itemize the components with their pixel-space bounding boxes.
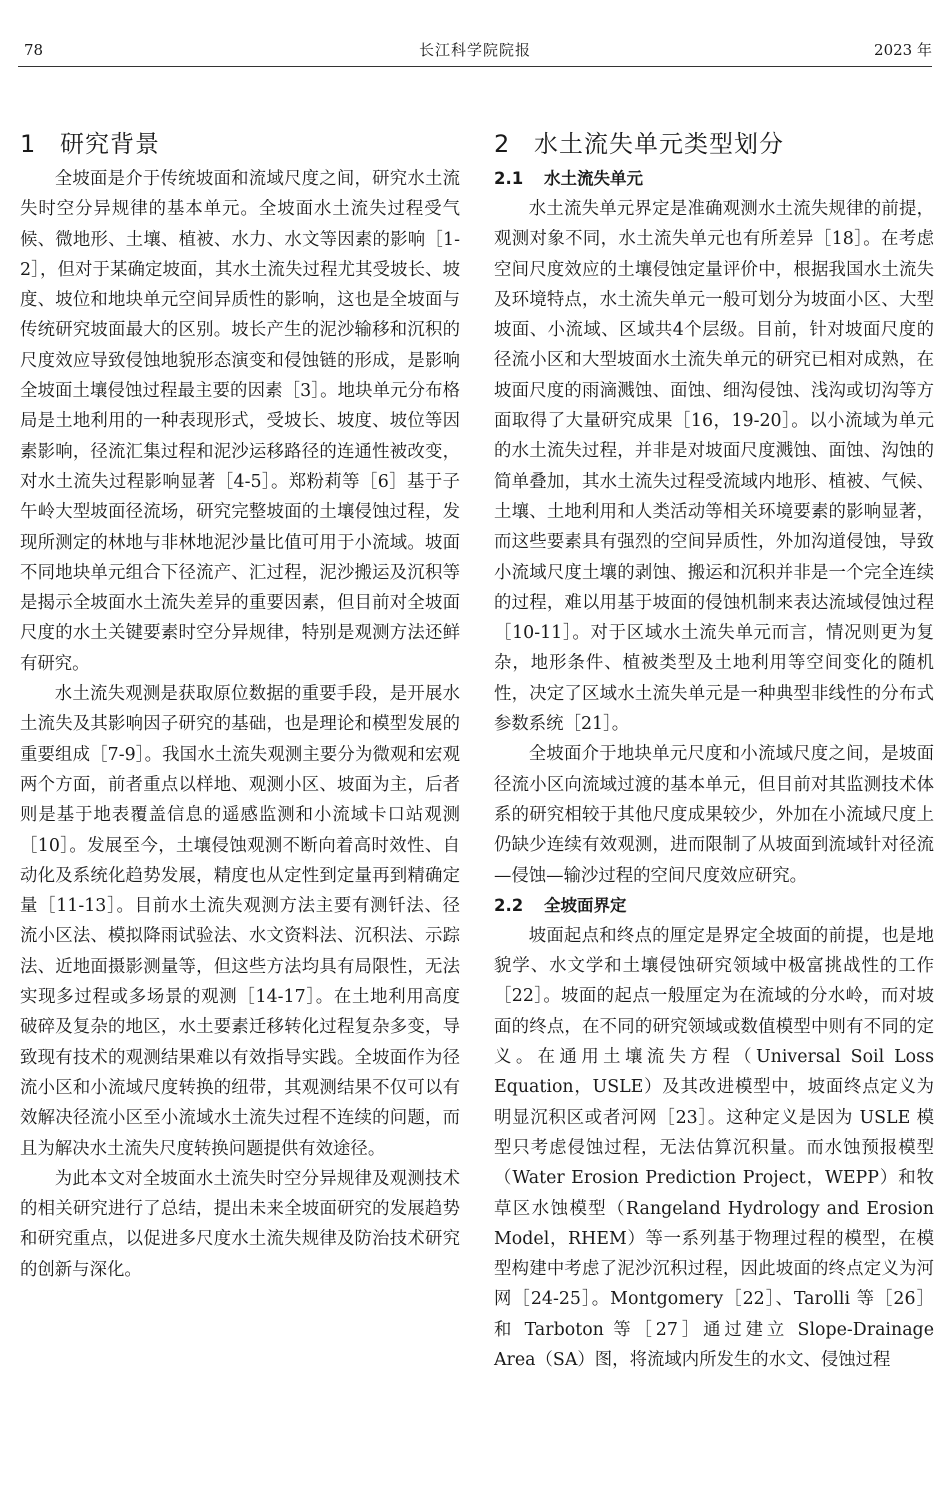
paragraph: 水土流失观测是获取原位数据的重要手段，是开展水土流失及其影响因子研究的基础，也是理论和模型发展的重要组成［7-9］。我国水土流失观测主要分为微观和宏观两个方面，前者重点以样地、观测小区、坡面为主，后者则是基于地表覆盖信息的遥感监测和小流域卡口站观测［10］。发展至今，土壤侵蚀观测不断向着高时效性、自动化及系统化趋势发展，精度也从定性到定量再到精确定量［11-13］。目前水土流失观测方法主要有测钎法、径流小区法、模拟降雨试验法、水文资料法、沉积法、示踪法、近地面摄影测量等，但这些方法均具有局限性，无法实现多过程或多场景的观测［14-17］。在土地利用高度破碎及复杂的地区，水土要素迁移转化过程复杂多变，导致现有技术的观测结果难以有效指导实践。全坡面作为径流小区和小流域尺度转换的纽带，其观测结果不仅可以有效解决径流小区至小流域水土流失过程不连续的问题，而且为解决水土流失尺度转换问题提供有效途径。 xyxy=(20,684,460,1159)
paragraph: 为此本文对全坡面水土流失时空分异规律及观测技术的相关研究进行了总结，提出未来全坡面研究的发展趋势和研究重点，以促进多尺度水土流失规律及防治技术研究的创新与深化。 xyxy=(20,1168,460,1280)
subsection-2-2-title: 全坡面界定 xyxy=(544,895,627,915)
paragraph: 全坡面是介于传统坡面和流域尺度之间，研究水土流失时空分异规律的基本单元。全坡面水土流失过程受气候、微地形、土壤、植被、水力、水文等因素的影响［1-2］，但对于某确定坡面，其水土流失过程尤其受坡长、坡度、坡位和地块单元空间异质性的影响，这也是全坡面与传统研究坡面最大的区别。坡长产生的泥沙输移和沉积的尺度效应导致侵蚀地貌形态演变和侵蚀链的形成，是影响全坡面土壤侵蚀过程最主要的因素［3］。地块单元分布格局是土地利用的一种表现形式，受坡长、坡度、坡位等因素影响，径流汇集过程和泥沙运移路径的连通性被改变，对水土流失过程影响显著［4-5］。郑粉莉等［6］基于子午岭大型坡面径流场，研究完整坡面的土壤侵蚀过程，发现所测定的林地与非林地泥沙量比值可用于小流域。坡面不同地块单元组合下径流产、汇过程，泥沙搬运及沉积等是揭示全坡面水土流失差异的重要因素，但目前对全坡面尺度的水土关键要素时空分异规律，特别是观测方法还鲜有研究。 xyxy=(20,169,460,674)
journal-title: 长江科学院院报 xyxy=(418,41,531,59)
section-2-number: 2 xyxy=(494,130,511,158)
left-column xyxy=(20,128,460,1285)
subsection-2-1-title: 水土流失单元 xyxy=(544,169,643,188)
page-number: 78 xyxy=(24,41,44,59)
paragraph: 全坡面介于地块单元尺度和小流域尺度之间，是坡面径流小区向流域过渡的基本单元，但目前对其监测技术体系的研究相较于其他尺度成果较少，外加在小流域尺度上仍缺少连续有效观测，进而限制了从坡面到流域针对径流—侵蚀—输沙过程的空间尺度效应研究。 xyxy=(494,744,934,886)
section-1-title: 研究背景 xyxy=(60,130,160,158)
section-1-heading xyxy=(20,128,460,160)
subsection-2-1-number: 2.1 xyxy=(494,169,524,188)
paragraph: 坡面起点和终点的厘定是界定全坡面的前提，也是地貌学、水文学和土壤侵蚀研究领域中极富挑战性的工作［22］。坡面的起点一般厘定为在流域的分水岭，而对坡面的终点，在不同的研究领域或数值模型中则有不同的定义。在通用土壤流失方程（Universal Soil Loss Equation，USLE）及其改进模型中，坡面终点定义为明显沉积区或者河网［23］。这种定义是因为 USLE 模型只考虑侵蚀过程，无法估算沉积量。而水蚀预报模型（Water Erosion Prediction Project，WEPP）和牧草区水蚀模型（Rangeland Hydrology and Erosion Model，RHEM）等一系列基于物理过程的模型，在模型构建中考虑了泥沙沉积过程，因此坡面的终点定义为河网［24-25］。Montgomery［22］、Tarolli 等［26］和 Tarboton 等［27］通过建立 Slope-Drainage Area（SA）图，将流域内所发生的水文、侵蚀过程 xyxy=(494,925,934,1370)
subsection-2-1-heading xyxy=(494,164,934,194)
publication-year: 2023 年 xyxy=(874,41,932,59)
right-column xyxy=(494,128,934,1375)
running-header xyxy=(18,40,932,67)
subsection-2-2-number: 2.2 xyxy=(494,895,524,915)
paragraph: 水土流失单元界定是准确观测水土流失规律的前提，观测对象不同，水土流失单元也有所差异［18］。在考虑空间尺度效应的土壤侵蚀定量评价中，根据我国水土流失及环境特点，水土流失单元一般可划分为坡面小区、大型坡面、小流域、区域共4个层级。目前，针对坡面尺度的径流小区和大型坡面水土流失单元的研究已相对成熟，在坡面尺度的雨滴溅蚀、面蚀、细沟侵蚀、浅沟或切沟等方面取得了大量研究成果［16，19-20］。以小流域为单元的水土流失过程，并非是对坡面尺度溅蚀、面蚀、沟蚀的简单叠加，其水土流失过程受流域内地形、植被、气候、土壤、土地利用和人类活动等相关环境要素的影响显著，而这些要素具有强烈的空间异质性，外加沟道侵蚀，导致小流域尺度土壤的剥蚀、搬运和沉积并非是一个完全连续的过程，难以用基于坡面的侵蚀机制来表达流域侵蚀过程［10-11］。对于区域水土流失单元而言，情况则更为复杂，地形条件、植被类型及土地利用等空间变化的随机性，决定了区域水土流失单元是一种典型非线性的分布式参数系统［21］。 xyxy=(494,199,934,735)
section-1-number: 1 xyxy=(20,130,37,158)
section-2-title: 水土流失单元类型划分 xyxy=(534,130,784,158)
section-2-heading xyxy=(494,128,934,160)
subsection-2-2-heading xyxy=(494,891,934,921)
